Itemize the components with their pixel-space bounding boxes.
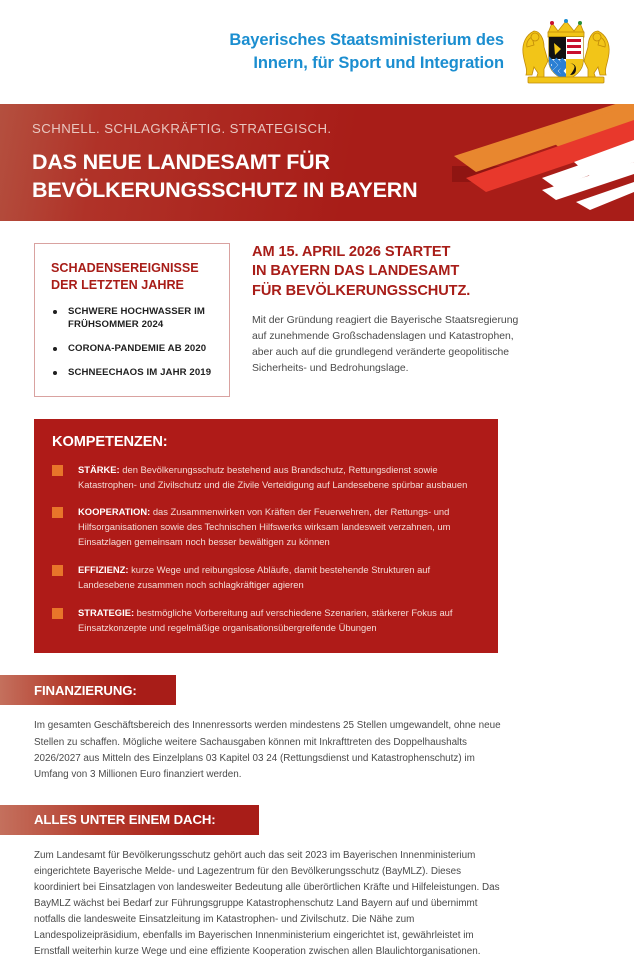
- launch-headline: [252, 243, 522, 301]
- title-banner: [0, 104, 634, 221]
- competency-lead: KOOPERATION:: [78, 506, 151, 518]
- crown-icon: [548, 19, 584, 37]
- under-one-roof-body-text: Zum Landesamt für Bevölkerungsschutz gehört auch das seit 2023 im Bayerischen Innenministerium eingerichtete Bayerische Melde- und Lagezentrum für den Bevölkerungsschutz (BayMLZ). Dieses koordiniert bei Einsatzlagen von landesweiter Bedeutung alle überörtlichen Kräfte und Hilfeleistungen. Das BayMLZ wächst bei Bedarf zur Führungsgruppe Katastrophenschutz Land Bayern auf und übernimmt notfalls die landesweite Einsatzleitung im Katastrophen- und Zivilschutz. Die Nähe zum Landespolizeipräsidium, ebenfalls im Bayerischen Innenministerium eingerichtet ist, gewährleistet im Ernstfall weiterhin kurze Wege und eine effiziente Kooperation zwischen allen Blaulichtorganisationen.: [34, 849, 500, 957]
- competencies-list: [52, 463, 476, 636]
- competency-text: bestmögliche Vorbereitung auf verschiedene Szenarien, stärkerer Fokus auf Einsatzkonzepte und regelmäßige organisationsübergreifende Übungen: [78, 606, 453, 633]
- past-events-title: [51, 260, 215, 294]
- competency-text: kurze Wege und reibungslose Abläufe, damit bestehende Strukturen auf Landesebene zusammen noch schlagkräftiger agieren: [78, 564, 431, 590]
- page-header: [0, 0, 634, 104]
- competencies-title: KOMPETENZEN:: [52, 433, 168, 450]
- page-title-line2: BEVÖLKERUNGSSCHUTZ IN BAYERN: [32, 177, 418, 202]
- ministry-name: [229, 29, 514, 75]
- list-item: [52, 505, 476, 550]
- page-title: [32, 149, 634, 204]
- list-item: CORONA-PANDEMIE AB 2020: [51, 343, 215, 356]
- list-item: SCHWERE HOCHWASSER IM FRÜHSOMMER 2024: [51, 306, 215, 332]
- page-title-line1: DAS NEUE LANDESAMT FÜR: [32, 150, 330, 174]
- competency-lead: STRATEGIE:: [78, 606, 135, 618]
- competencies-box: [34, 419, 498, 654]
- competency-text: das Zusammenwirken von Kräften der Feuerwehren, der Rettungs- und Hilfsorganisationen sowie des Technischen Hilfswerks wirksam landesweit verzahnen, um Einsatzlagen gemeinsam noch besser bewältigen zu können: [78, 506, 451, 548]
- list-item: [52, 606, 476, 636]
- launch-headline-line3: FÜR BEVÖLKERUNGSSCHUTZ.: [252, 282, 471, 299]
- banner-kicker: SCHNELL. SCHLAGKRÄFTIG. STRATEGISCH.: [32, 121, 332, 136]
- launch-headline-line1: AM 15. APRIL 2026 STARTET: [252, 244, 451, 260]
- past-events-list: [51, 306, 215, 380]
- competency-lead: EFFIZIENZ:: [78, 564, 129, 576]
- past-events-title-line2: DER LETZTEN JAHRE: [51, 278, 184, 292]
- financing-banner: [0, 675, 176, 705]
- past-events-box: [34, 243, 230, 397]
- financing-title: FINANZIERUNG:: [34, 682, 137, 698]
- list-item: [52, 563, 476, 593]
- bavaria-coat-of-arms-icon: [514, 13, 618, 91]
- list-item: SCHNEECHAOS IM JAHR 2019: [51, 367, 215, 380]
- competency-text: den Bevölkerungsschutz bestehend aus Brandschutz, Rettungsdienst sowie Katastrophen- und Zivilschutz und die Zivile Verteidigung auf Landesebene spürbar ausbauen: [78, 463, 468, 490]
- past-events-title-line1: SCHADENSEREIGNISSE: [51, 261, 199, 275]
- intro-section: [0, 221, 634, 397]
- financing-body-text: Im gesamten Geschäftsbereich des Innenressorts werden mindestens 25 Stellen umgewandelt, ohne neue Stellen zu schaffen. Mögliche weitere Sachausgaben können mit Inkrafttreten des Doppelhaushalts 2026/2027 aus Mitteln des Einzelplans 03 Kapitel 03 24 (Rettungsdienst und Katastrophenschutz) im Umfang von 3 Millionen Euro finanziert werden.: [34, 720, 501, 780]
- launch-body-text: Mit der Gründung reagiert die Bayerische Staatsregierung auf zunehmende Großschadenslagen und Katastrophen, aber auch auf die grundlegend veränderte geopolitische Sicherheits- und Bedrohungslage.: [252, 315, 519, 375]
- under-one-roof-banner: [0, 805, 259, 835]
- under-one-roof-title: ALLES UNTER EINEM DACH:: [34, 812, 216, 828]
- launch-headline-line2: IN BAYERN DAS LANDESAMT: [252, 263, 460, 280]
- launch-announcement: [252, 243, 522, 377]
- ministry-name-line2: Innern, für Sport und Integration: [253, 54, 504, 72]
- ministry-name-line1: Bayerisches Staatsministerium des: [229, 31, 504, 50]
- list-item: [52, 463, 476, 493]
- competency-lead: STÄRKE:: [78, 463, 120, 475]
